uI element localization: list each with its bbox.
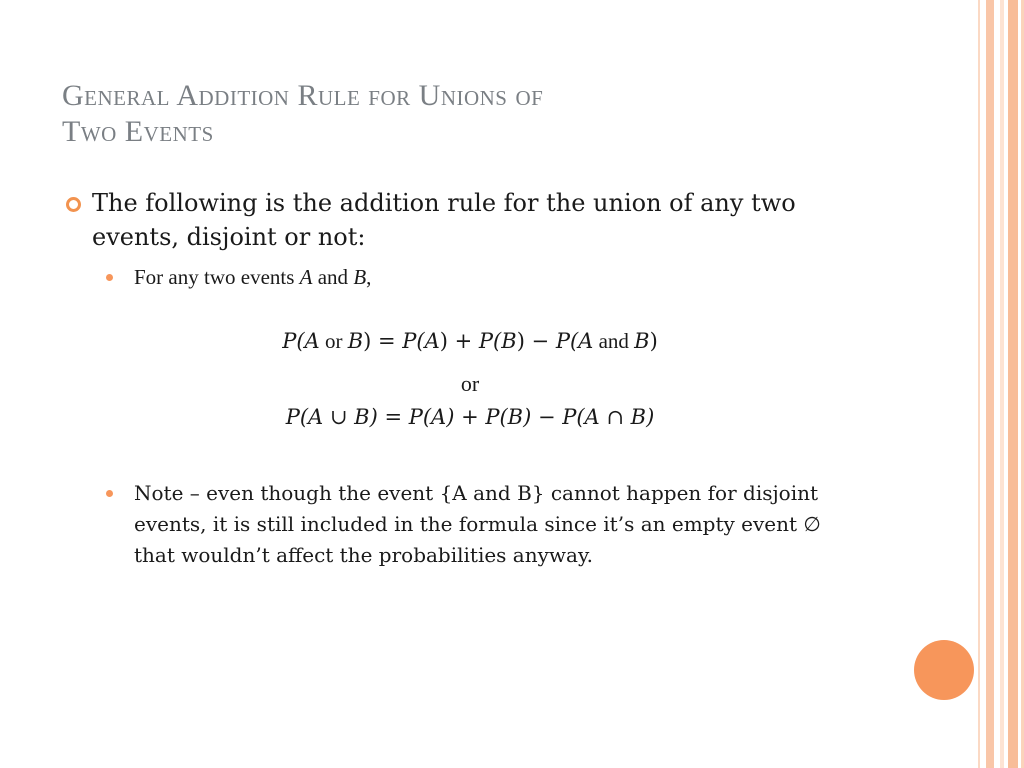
f1-p3: P( [478, 329, 502, 353]
f1-a1: A [304, 329, 320, 353]
f1-p2: P( [402, 329, 425, 353]
dot-bullet-icon [106, 274, 113, 281]
f1-rest3: ) − [516, 329, 556, 353]
ring-bullet-icon [66, 197, 81, 212]
f1-or: or [319, 329, 348, 353]
decorative-stripes [976, 0, 1024, 768]
formula-set-notation: P(A ∪ B) = P(A) + P(B) − P(A ∩ B) [285, 405, 655, 429]
f1-b1: B [347, 329, 364, 353]
note-text: Note – even though the event {A and B} cannot happen for disjoint events, it is still included in the formula since it’s an empty event ∅ that wouldn’t affect the probabilities anyway. [134, 481, 821, 567]
slide-title [62, 78, 762, 150]
bullet-2-suffix: , [366, 265, 372, 289]
formula-words [0, 326, 940, 356]
dot-bullet-icon [106, 490, 113, 497]
f1-rest1: ) = [363, 329, 403, 353]
formula-or-separator: or [460, 371, 480, 396]
bullet-2-text [134, 263, 371, 291]
title-line-2: Two Events [62, 115, 214, 148]
var-b: B [353, 265, 367, 289]
bullet-2-middle: and [312, 265, 354, 289]
bullet-1-text: The following is the addition rule for the union of any two events, disjoint or not: [92, 189, 796, 251]
f1-and: and [593, 329, 635, 353]
f1-b3: B [634, 329, 650, 353]
f1-b2: B [501, 329, 517, 353]
bullet-2-prefix: For any two events [134, 265, 300, 289]
bullet-level-2-events [106, 263, 866, 291]
f1-rest2: ) + [439, 329, 479, 353]
f1-a2: A [424, 329, 440, 353]
title-line-1: General Addition Rule for Unions of [62, 79, 544, 112]
f1-end: ) [649, 329, 658, 353]
f1-p4: P( [555, 329, 579, 353]
f1-p1: P( [282, 329, 305, 353]
var-a: A [299, 265, 313, 289]
decorative-orange-circle [914, 640, 974, 700]
f1-a3: A [578, 329, 594, 353]
